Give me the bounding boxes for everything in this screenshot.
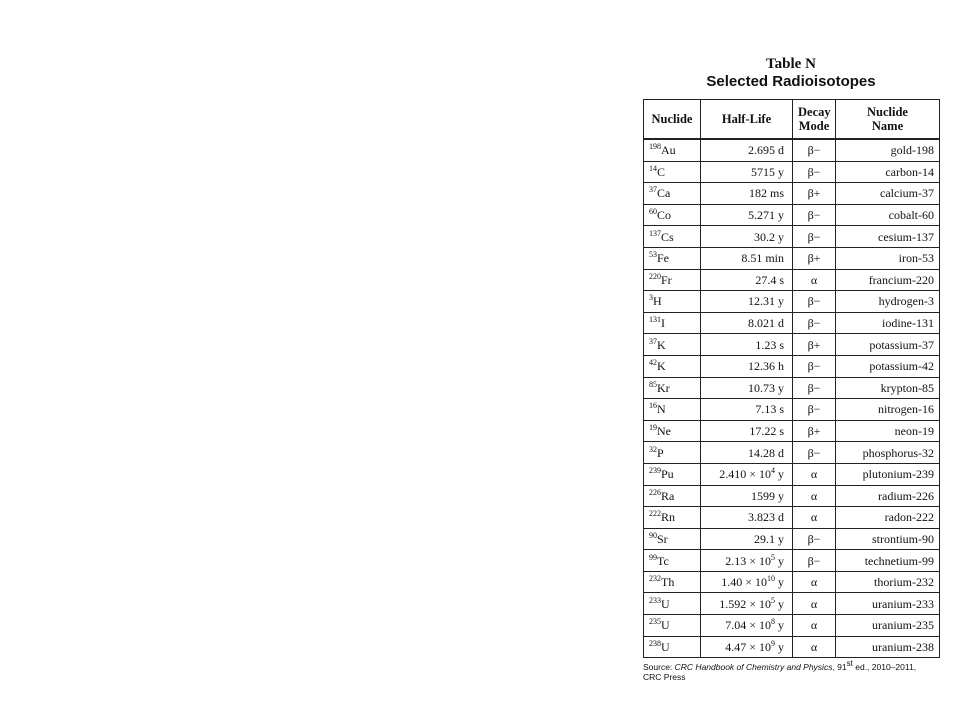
- nuclide-name-cell: iodine-131: [836, 312, 940, 334]
- decay-mode-cell: β−: [793, 312, 836, 334]
- nuclide-name-cell: potassium-42: [836, 355, 940, 377]
- element-symbol: P: [657, 445, 664, 460]
- decay-mode-cell: β−: [793, 442, 836, 464]
- mass-number: 32: [649, 444, 657, 454]
- half-life-cell: [701, 615, 793, 637]
- decay-mode-cell: β+: [793, 183, 836, 205]
- nuclide-name-cell: calcium-37: [836, 183, 940, 205]
- table-row: [644, 161, 940, 183]
- half-life-unit: y: [775, 596, 784, 611]
- mass-number: 90: [649, 530, 657, 540]
- nuclide-cell: [644, 636, 701, 658]
- source-edition-sup: st: [846, 659, 853, 669]
- nuclide-name-cell: plutonium-239: [836, 463, 940, 485]
- half-life-exponent: 10: [767, 574, 775, 584]
- table-row: [644, 139, 940, 161]
- half-life-base: 1.592 × 10: [719, 596, 771, 611]
- decay-mode-cell: β−: [793, 291, 836, 313]
- nuclide-cell: [644, 226, 701, 248]
- element-symbol: Ra: [661, 488, 675, 503]
- half-life-cell: [701, 463, 793, 485]
- half-life-cell: 5.271 y: [701, 204, 793, 226]
- element-symbol: H: [653, 294, 662, 309]
- table-header-row: [644, 100, 940, 140]
- mass-number: 53: [649, 250, 657, 260]
- mass-number: 37: [649, 336, 657, 346]
- table-subtitle: Selected Radioisotopes: [706, 73, 876, 90]
- table-row: [644, 247, 940, 269]
- element-symbol: U: [661, 618, 670, 633]
- table-row: [644, 420, 940, 442]
- mass-number: 233: [649, 595, 661, 605]
- nuclide-name-cell: technetium-99: [836, 550, 940, 572]
- table-row: [644, 226, 940, 248]
- table-row: [644, 463, 940, 485]
- half-life-base: 7.04 × 10: [725, 618, 771, 633]
- nuclide-cell: [644, 442, 701, 464]
- header-name-line2: Name: [871, 119, 904, 133]
- decay-mode-cell: α: [793, 269, 836, 291]
- half-life-cell: 29.1 y: [701, 528, 793, 550]
- mass-number: 137: [649, 228, 661, 238]
- nuclide-name-cell: francium-220: [836, 269, 940, 291]
- nuclide-name-cell: cobalt-60: [836, 204, 940, 226]
- header-nuclide: Nuclide: [644, 100, 701, 140]
- element-symbol: C: [657, 164, 666, 179]
- nuclide-cell: [644, 355, 701, 377]
- nuclide-name-cell: uranium-233: [836, 593, 940, 615]
- mass-number: 42: [649, 358, 657, 368]
- nuclide-cell: [644, 183, 701, 205]
- element-symbol: U: [661, 596, 670, 611]
- mass-number: 14: [649, 163, 657, 173]
- half-life-base: 4.47 × 10: [725, 639, 771, 654]
- element-symbol: Sr: [657, 531, 668, 546]
- element-symbol: Pu: [661, 467, 674, 482]
- mass-number: 85: [649, 379, 657, 389]
- table-title: Table N: [766, 56, 816, 72]
- half-life-exponent: 4: [771, 466, 775, 476]
- table-row: [644, 485, 940, 507]
- half-life-cell: 12.31 y: [701, 291, 793, 313]
- element-symbol: Fe: [657, 251, 669, 266]
- half-life-cell: [701, 593, 793, 615]
- decay-mode-cell: β+: [793, 247, 836, 269]
- nuclide-cell: [644, 161, 701, 183]
- header-decay-mode: [793, 100, 836, 140]
- header-half-life: Half-Life: [701, 100, 793, 140]
- table-row: [644, 615, 940, 637]
- decay-mode-cell: α: [793, 615, 836, 637]
- nuclide-name-cell: radium-226: [836, 485, 940, 507]
- decay-mode-cell: α: [793, 507, 836, 529]
- mass-number: 220: [649, 271, 661, 281]
- decay-mode-cell: β−: [793, 399, 836, 421]
- element-symbol: I: [661, 316, 665, 331]
- decay-mode-cell: α: [793, 593, 836, 615]
- half-life-cell: 5715 y: [701, 161, 793, 183]
- mass-number: 222: [649, 509, 661, 519]
- half-life-cell: 10.73 y: [701, 377, 793, 399]
- mass-number: 19: [649, 423, 657, 433]
- decay-mode-cell: β−: [793, 377, 836, 399]
- half-life-cell: [701, 550, 793, 572]
- header-nuclide-name: [836, 100, 940, 140]
- nuclide-name-cell: neon-19: [836, 420, 940, 442]
- table-row: [644, 571, 940, 593]
- table-row: [644, 550, 940, 572]
- table-row: [644, 528, 940, 550]
- source-prefix: Source:: [643, 662, 675, 673]
- mass-number: 226: [649, 487, 661, 497]
- half-life-cell: 14.28 d: [701, 442, 793, 464]
- nuclide-name-cell: carbon-14: [836, 161, 940, 183]
- decay-mode-cell: β−: [793, 550, 836, 572]
- nuclide-cell: [644, 593, 701, 615]
- nuclide-name-cell: thorium-232: [836, 571, 940, 593]
- half-life-base: 1.40 × 10: [721, 575, 767, 590]
- header-name-line1: Nuclide: [867, 105, 908, 119]
- mass-number: 235: [649, 617, 661, 627]
- nuclide-cell: [644, 312, 701, 334]
- half-life-cell: 7.13 s: [701, 399, 793, 421]
- mass-number: 37: [649, 185, 657, 195]
- element-symbol: U: [661, 639, 670, 654]
- nuclide-cell: [644, 269, 701, 291]
- half-life-cell: 17.22 s: [701, 420, 793, 442]
- decay-mode-cell: α: [793, 463, 836, 485]
- nuclide-cell: [644, 615, 701, 637]
- radioisotope-table: [643, 99, 940, 658]
- nuclide-name-cell: radon-222: [836, 507, 940, 529]
- half-life-cell: 8.021 d: [701, 312, 793, 334]
- element-symbol: Ca: [657, 186, 671, 201]
- decay-mode-cell: β+: [793, 334, 836, 356]
- half-life-exponent: 5: [771, 552, 775, 562]
- mass-number: 3: [649, 293, 653, 303]
- half-life-unit: y: [775, 639, 784, 654]
- nuclide-cell: [644, 247, 701, 269]
- source-edition-num: , 91: [832, 662, 847, 673]
- nuclide-cell: [644, 463, 701, 485]
- half-life-cell: 8.51 min: [701, 247, 793, 269]
- mass-number: 131: [649, 315, 661, 325]
- table-row: [644, 507, 940, 529]
- mass-number: 60: [649, 207, 657, 217]
- nuclide-cell: [644, 571, 701, 593]
- table-row: [644, 334, 940, 356]
- element-symbol: Th: [661, 575, 675, 590]
- table-row: [644, 593, 940, 615]
- nuclide-cell: [644, 550, 701, 572]
- decay-mode-cell: β−: [793, 226, 836, 248]
- half-life-exponent: 8: [771, 617, 775, 627]
- element-symbol: K: [657, 359, 666, 374]
- decay-mode-cell: α: [793, 571, 836, 593]
- decay-mode-cell: β−: [793, 355, 836, 377]
- nuclide-cell: [644, 399, 701, 421]
- mass-number: 238: [649, 638, 661, 648]
- table-row: [644, 312, 940, 334]
- header-decay-line2: Mode: [798, 119, 830, 133]
- half-life-unit: y: [775, 553, 784, 568]
- nuclide-cell: [644, 139, 701, 161]
- table-row: [644, 291, 940, 313]
- element-symbol: Kr: [657, 380, 670, 395]
- half-life-cell: 30.2 y: [701, 226, 793, 248]
- half-life-cell: [701, 571, 793, 593]
- half-life-base: 2.13 × 10: [725, 553, 771, 568]
- radioisotope-table-page: [643, 56, 939, 682]
- nuclide-name-cell: krypton-85: [836, 377, 940, 399]
- nuclide-cell: [644, 377, 701, 399]
- decay-mode-cell: β−: [793, 161, 836, 183]
- decay-mode-cell: β+: [793, 420, 836, 442]
- element-symbol: Au: [661, 143, 676, 158]
- half-life-unit: y: [775, 467, 784, 482]
- half-life-unit: y: [775, 575, 784, 590]
- half-life-cell: 27.4 s: [701, 269, 793, 291]
- table-row: [644, 269, 940, 291]
- half-life-cell: 2.695 d: [701, 139, 793, 161]
- nuclide-cell: [644, 485, 701, 507]
- half-life-cell: 182 ms: [701, 183, 793, 205]
- half-life-base: 2.410 × 10: [719, 467, 771, 482]
- source-note: [643, 659, 939, 683]
- nuclide-name-cell: uranium-238: [836, 636, 940, 658]
- source-rest: ed., 2010–2011,: [852, 662, 917, 673]
- nuclide-cell: [644, 334, 701, 356]
- nuclide-name-cell: gold-198: [836, 139, 940, 161]
- table-row: [644, 355, 940, 377]
- mass-number: 198: [649, 142, 661, 152]
- table-row: [644, 636, 940, 658]
- half-life-cell: 12.36 h: [701, 355, 793, 377]
- table-row: [644, 442, 940, 464]
- nuclide-cell: [644, 420, 701, 442]
- decay-mode-cell: β−: [793, 204, 836, 226]
- nuclide-cell: [644, 507, 701, 529]
- table-row: [644, 399, 940, 421]
- element-symbol: K: [657, 337, 666, 352]
- mass-number: 232: [649, 574, 661, 584]
- half-life-unit: y: [775, 618, 784, 633]
- nuclide-name-cell: hydrogen-3: [836, 291, 940, 313]
- nuclide-name-cell: potassium-37: [836, 334, 940, 356]
- element-symbol: Co: [657, 208, 672, 223]
- half-life-exponent: 5: [771, 595, 775, 605]
- decay-mode-cell: α: [793, 485, 836, 507]
- nuclide-name-cell: iron-53: [836, 247, 940, 269]
- mass-number: 16: [649, 401, 657, 411]
- element-symbol: N: [657, 402, 666, 417]
- nuclide-cell: [644, 528, 701, 550]
- decay-mode-cell: β−: [793, 528, 836, 550]
- nuclide-name-cell: cesium-137: [836, 226, 940, 248]
- nuclide-cell: [644, 291, 701, 313]
- half-life-cell: 1.23 s: [701, 334, 793, 356]
- table-row: [644, 183, 940, 205]
- element-symbol: Fr: [661, 272, 672, 287]
- element-symbol: Ne: [657, 424, 671, 439]
- nuclide-name-cell: strontium-90: [836, 528, 940, 550]
- nuclide-name-cell: uranium-235: [836, 615, 940, 637]
- decay-mode-cell: β−: [793, 139, 836, 161]
- mass-number: 239: [649, 466, 661, 476]
- half-life-cell: [701, 636, 793, 658]
- element-symbol: Cs: [661, 229, 674, 244]
- nuclide-name-cell: phosphorus-32: [836, 442, 940, 464]
- mass-number: 99: [649, 552, 657, 562]
- decay-mode-cell: α: [793, 636, 836, 658]
- element-symbol: Rn: [661, 510, 676, 525]
- source-book: CRC Handbook of Chemistry and Physics: [674, 662, 833, 673]
- nuclide-name-cell: nitrogen-16: [836, 399, 940, 421]
- element-symbol: Tc: [657, 553, 669, 568]
- header-decay-line1: Decay: [798, 105, 831, 119]
- table-row: [644, 204, 940, 226]
- half-life-exponent: 9: [771, 638, 775, 648]
- half-life-cell: 3.823 d: [701, 507, 793, 529]
- half-life-cell: 1599 y: [701, 485, 793, 507]
- table-row: [644, 377, 940, 399]
- source-line2: CRC Press: [643, 672, 686, 683]
- nuclide-cell: [644, 204, 701, 226]
